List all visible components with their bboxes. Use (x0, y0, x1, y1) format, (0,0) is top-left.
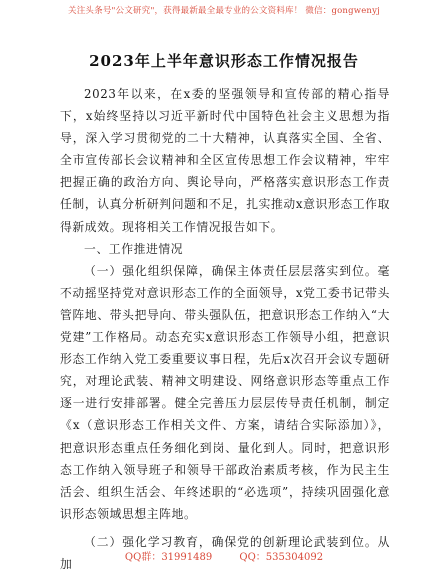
document-body (60, 83, 390, 575)
document-title: 2023年上半年意识形态工作情况报告 (89, 52, 359, 70)
footer-contact (0, 548, 448, 563)
qq-group-text: QQ群：31991489 (124, 552, 213, 563)
intro-paragraph: 2023年以来，在x委的坚强领导和宣传部的精心指导下，x始终坚持以习近平新时代中国特色社会主义思想为指导，深入学习贯彻党的二十大精神，认真落实全国、全省、全市宣传部长会议精神和全区宣传思想工作会议精神，牢牢把握正确的政治方向、舆论导向，严格落实意识形态工作责任制，认真分析研判问题和不足，扎实推动x意识形态工作取得新成效。现将相关工作情况报告如下。 (60, 87, 390, 234)
header-banner: 关注头条号"公文研究"，获得最新最全最专业的公文资料库！ 微信：gongwenyj (68, 6, 380, 16)
list-item: （一）强化组织保障，确保主体责任层层落实到位。毫不动摇坚持党对意识形态工作的全面领导，x党工委书记带头管阵地、带头把导向、带头强队伍，把意识形态工作纳入“大党建”工作格局。动态充实x意识形态工作领导小组，把意识形态工作纳入党工委重要议事日程，先后x次召开会议专题研究，对理论武装、精神文明建设、网络意识形态等重点工作逐一进行安排部署。健全完善压力层层传导责任机制，制定《x（意识形态工作相关文件、方案，请结合实际添加）》，把意识形态重点任务细化到岗、量化到人。同时，把意识形态工作纳入领导班子和领导干部政治素质考核，作为民主生活会、组织生活会、年终述职的“必选项”，持续巩固强化意识形态领域思想主阵地。 (60, 263, 390, 521)
list-item: （二）强化学习教育，确保党的创新理论武装到位。从加 (60, 534, 390, 571)
qq-text: QQ：535304092 (239, 552, 324, 563)
section-heading: 一、工作推进情况 (84, 241, 184, 256)
